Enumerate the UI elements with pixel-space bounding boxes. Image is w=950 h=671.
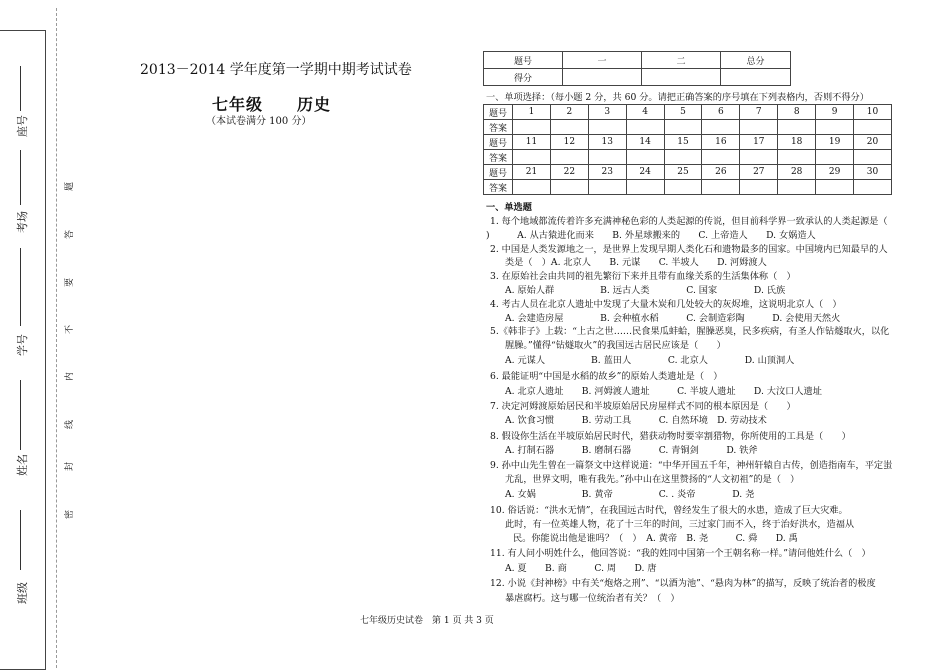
page-footer: 七年级历史试卷 第 1 页 共 3 页 [360, 616, 494, 626]
qnum-cell: 2 [550, 105, 588, 120]
qnum-cell: 6 [702, 105, 740, 120]
answer-cell[interactable] [513, 120, 551, 135]
room-label: 考场 [16, 211, 29, 233]
id-field[interactable] [20, 248, 21, 326]
qnum-cell: 14 [626, 135, 664, 150]
qnum-cell: 29 [816, 165, 854, 180]
question-1-options: ) A. 从古猿进化而来 B. 外星球搬来的 C. 上帝造人 D. 女娲造人 [486, 230, 816, 241]
section-heading: 一、单选题 [486, 202, 532, 213]
question-5-line2: 腥臊。”懂得“钻燧取火”的我国远古居民应该是（ ） [505, 340, 726, 351]
question-7: 7. 决定河姆渡原始居民和半坡原始居民房屋样式不同的根本原因是（ ） [490, 401, 796, 412]
question-5-options: A. 元谋人 B. 蓝田人 C. 北京人 D. 山顶洞人 [505, 355, 795, 366]
name-field[interactable] [20, 380, 21, 450]
class-label: 班级 [16, 582, 29, 604]
answer-cell[interactable] [626, 120, 664, 135]
qnum-label: 题号 [484, 105, 513, 120]
room-field[interactable] [20, 150, 21, 205]
exam-note: （本试卷满分 100 分） [206, 116, 312, 127]
question-10: 10. 俗话说：“洪水无情”，在我国远古时代，曾经发生了很大的水患，造成了巨大灾难。 [490, 505, 848, 516]
qnum-cell: 23 [588, 165, 626, 180]
qnum-cell: 10 [854, 105, 892, 120]
question-4: 4. 考古人员在北京人遗址中发现了大量木炭和几处较大的灰烬堆，这说明北京人（ ） [490, 299, 842, 310]
seal-char: 不 [65, 324, 76, 335]
answer-cell[interactable] [854, 120, 892, 135]
answer-cell[interactable] [626, 180, 664, 195]
question-7-options: A. 饮食习惯 B. 劳动工具 C. 自然环境 D. 劳动技术 [505, 415, 767, 426]
score-cell[interactable] [563, 69, 642, 86]
answer-label: 答案 [484, 120, 513, 135]
seal-char: 封 [65, 461, 76, 472]
qnum-cell: 20 [854, 135, 892, 150]
qnum-cell: 7 [740, 105, 778, 120]
question-6-options: A. 北京人遗址 B. 河姆渡人遗址 C. 半坡人遗址 D. 大汶口人遗址 [505, 386, 822, 397]
question-6: 6. 最能证明“中国是水稻的故乡”的原始人类遗址是（ ） [490, 371, 723, 382]
exam-subject: 七年级 历史 [212, 95, 332, 114]
answer-cell[interactable] [588, 180, 626, 195]
score-label-cell: 得分 [484, 69, 563, 86]
seal-line [56, 8, 57, 668]
qnum-cell: 24 [626, 165, 664, 180]
qnum-cell: 26 [702, 165, 740, 180]
name-label: 姓名 [16, 454, 29, 476]
seal-char: 答 [65, 229, 76, 240]
question-10-line2: 此时，有一位英雄人物，花了十三年的时间，三过家门而不入，终于治好洪水，造福从 [505, 519, 855, 530]
qnum-cell: 18 [778, 135, 816, 150]
qnum-cell: 27 [740, 165, 778, 180]
answer-cell[interactable] [550, 120, 588, 135]
question-8: 8. 假设你生活在半坡原始居民时代，猎获动物时要宰割猎物，你所使用的工具是（ ） [490, 431, 851, 442]
answer-cell[interactable] [513, 150, 551, 165]
answer-cell[interactable] [740, 180, 778, 195]
exam-title: 2013－2014 学年度第一学期中期考试试卷 [140, 62, 412, 78]
seal-char: 要 [65, 277, 76, 288]
answer-cell[interactable] [778, 180, 816, 195]
seal-char: 内 [65, 371, 76, 382]
question-2-options: 类是（ ）A. 北京人 B. 元谋 C. 半坡人 D. 河姆渡人 [505, 257, 767, 268]
qnum-cell: 9 [816, 105, 854, 120]
answer-cell[interactable] [513, 180, 551, 195]
answer-cell[interactable] [664, 180, 702, 195]
answer-cell[interactable] [702, 180, 740, 195]
answer-cell[interactable] [664, 150, 702, 165]
question-12-line2: 暴虐腐朽。这与哪一位统治者有关？（ ） [505, 593, 680, 604]
question-3-options: A. 原始人群 B. 远古人类 C. 国家 D. 氏族 [505, 285, 786, 296]
question-3: 3. 在原始社会由共同的祖先繁衍下来并且带有血缘关系的生活集体称（ ） [490, 271, 796, 282]
question-5: 5.《韩非子》上载：“上古之世……民食果瓜蚌蛤，腥臊恶臭，民多疾病，有圣人作钻燧取火，以化 [490, 326, 890, 337]
qnum-cell: 1 [513, 105, 551, 120]
seal-char: 线 [65, 419, 76, 430]
seal-char: 密 [65, 509, 76, 520]
answer-cell[interactable] [740, 120, 778, 135]
qnum-cell: 22 [550, 165, 588, 180]
answer-cell[interactable] [740, 150, 778, 165]
answer-cell[interactable] [702, 120, 740, 135]
score-header-cell: 二 [642, 52, 721, 69]
qnum-cell: 17 [740, 135, 778, 150]
qnum-cell: 11 [513, 135, 551, 150]
answer-label: 答案 [484, 150, 513, 165]
answer-cell[interactable] [778, 120, 816, 135]
qnum-cell: 12 [550, 135, 588, 150]
score-table [483, 51, 791, 86]
answer-cell[interactable] [664, 120, 702, 135]
qnum-label: 题号 [484, 165, 513, 180]
question-4-options: A. 会建造房屋 B. 会种植水稻 C. 会制造彩陶 D. 会使用天然火 [505, 313, 841, 324]
qnum-cell: 21 [513, 165, 551, 180]
question-11: 11. 有人问小明姓什么，他回答说：“我的姓同中国第一个王朝名称一样。”请问他姓什么（ ） [490, 548, 871, 559]
question-2: 2. 中国是人类发源地之一，是世界上发现早期人类化石和遗物最多的国家。中国境内已知最早的人 [490, 244, 888, 255]
qnum-cell: 4 [626, 105, 664, 120]
qnum-cell: 19 [816, 135, 854, 150]
qnum-cell: 16 [702, 135, 740, 150]
answer-cell[interactable] [854, 180, 892, 195]
score-header-cell: 总分 [721, 52, 791, 69]
qnum-cell: 30 [854, 165, 892, 180]
qnum-cell: 25 [664, 165, 702, 180]
question-8-options: A. 打制石器 B. 磨制石器 C. 青铜剑 D. 铁斧 [505, 445, 758, 456]
class-field[interactable] [20, 510, 21, 570]
qnum-cell: 8 [778, 105, 816, 120]
answer-cell[interactable] [550, 150, 588, 165]
answer-cell[interactable] [816, 150, 854, 165]
answer-cell[interactable] [816, 120, 854, 135]
score-header-cell: 一 [563, 52, 642, 69]
answer-cell[interactable] [588, 150, 626, 165]
answer-cell[interactable] [702, 150, 740, 165]
qnum-cell: 5 [664, 105, 702, 120]
seat-field[interactable] [20, 66, 21, 111]
seat-label: 座号 [16, 115, 29, 137]
score-header-cell: 题号 [484, 52, 563, 69]
qnum-cell: 13 [588, 135, 626, 150]
question-11-options: A. 夏 B. 商 C. 周 D. 唐 [505, 563, 657, 574]
answer-cell[interactable] [550, 180, 588, 195]
seal-char: 题 [65, 181, 76, 192]
qnum-cell: 28 [778, 165, 816, 180]
id-label: 学号 [16, 334, 29, 356]
question-10-line3: 民。你能说出他是谁吗？（ ） A. 黄帝 B. 尧 C. 舜 D. 禹 [513, 533, 798, 544]
answer-table [483, 104, 892, 195]
answer-cell[interactable] [854, 150, 892, 165]
question-9: 9. 孙中山先生曾在一篇祭文中这样说道：“中华开国五千年，神州轩辕自古传，创造指南车，平定蚩 [490, 460, 893, 471]
qnum-cell: 15 [664, 135, 702, 150]
question-1: 1. 每个地域都流传着许多充满神秘色彩的人类起源的传说，但目前科学界一致承认的人类起源是（ [490, 216, 888, 227]
question-9-line2: 尤乱，世界文明，唯有我先。”孙中山在这里赞扬的“人文初祖”的是（ ） [505, 474, 800, 485]
question-12: 12. 小说《封神榜》中有关“炮烙之刑”、“以酒为池”、“悬肉为林”的描写，反映了统治者的极度 [490, 578, 876, 589]
qnum-label: 题号 [484, 135, 513, 150]
answer-cell[interactable] [778, 150, 816, 165]
answer-label: 答案 [484, 180, 513, 195]
answer-cell[interactable] [588, 120, 626, 135]
score-cell[interactable] [721, 69, 791, 86]
section1-instructions: 一、单项选择：（每小题 2 分，共 60 分。请把正确答案的序号填在下列表格内，否则不得分） [486, 92, 869, 103]
question-9-options: A. 女娲 B. 黄帝 C. . 炎帝 D. 尧 [505, 489, 755, 500]
qnum-cell: 3 [588, 105, 626, 120]
score-cell[interactable] [642, 69, 721, 86]
answer-cell[interactable] [626, 150, 664, 165]
answer-cell[interactable] [816, 180, 854, 195]
